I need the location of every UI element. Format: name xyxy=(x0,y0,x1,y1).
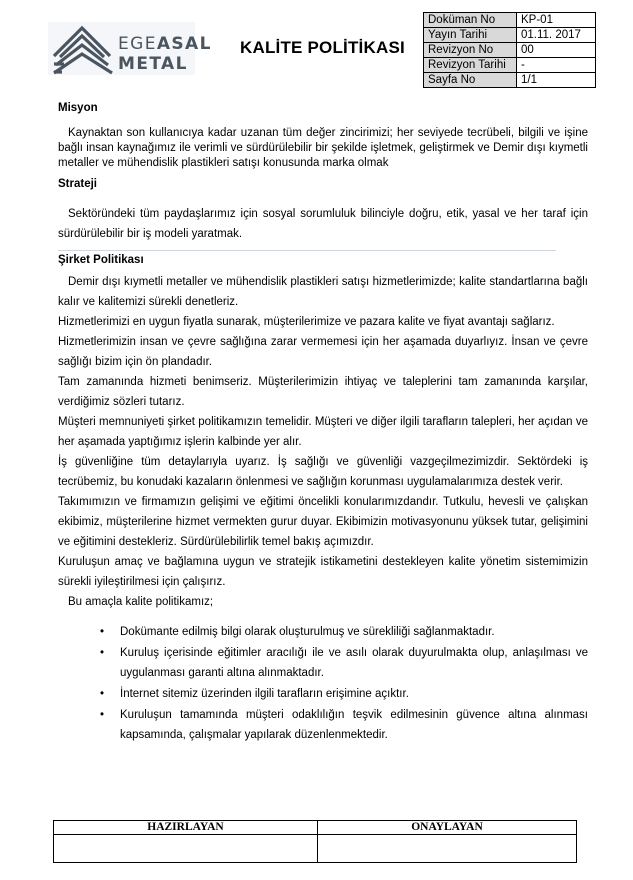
logo-wordmark-line1 xyxy=(118,36,212,53)
policy-paragraph: İş güvenliğine tüm detaylarıyla uyarız. İş sağlığı ve güvenliği vazgeçilmezimizdir. Sektördeki iş tecrübemiz, bu konudaki kazaların önlenmesi ve sağlığın korunması uygulamalarımıza destek verir. xyxy=(58,456,588,488)
list-item xyxy=(100,622,588,642)
company-logo xyxy=(48,22,212,75)
list-item-text: Kuruluşun tamamında müşteri odaklılığın teşvik edilmesinin güvence altına alınması kapsamında, çalışmalar yapılarak düzenlenmektedir. xyxy=(120,709,588,741)
info-key: Sayfa No xyxy=(424,73,517,88)
approved-by-header: ONAYLAYAN xyxy=(318,821,577,835)
policy-paragraph: Takımımızın ve firmamızın gelişimi ve eğitimi öncelikli konularımızdandır. Tutkulu, hevesli ve çalışkan ekibimiz, müşterilerine hizmet vermekten gurur duyar. Ekibimizin motivasyonunu yüksek tutar, gelişimini ve eğitimini destekleriz. Sürdürülebilirlik temel bakış açımızdır. xyxy=(58,496,588,548)
policy-paragraph: Müşteri memnuniyeti şirket politikamızın temelidir. Müşteri ve diğer ilgili tarafların talepleri, her açıdan ve her aşamada yaptığımız işlerin kalbinde yer alır. xyxy=(58,416,588,448)
info-row xyxy=(424,43,596,58)
info-value: KP-01 xyxy=(517,13,596,28)
list-item xyxy=(100,684,588,704)
signature-row xyxy=(54,835,577,863)
info-key: Yayın Tarihi xyxy=(424,28,517,43)
approved-by-signature-cell[interactable] xyxy=(318,835,577,863)
document-info-table xyxy=(423,12,596,88)
policy-paragraph: Kuruluşun amaç ve bağlamına uygun ve stratejik istikametini destekleyen kalite yönetim sistemimizin sürekli iyileştirilmesi için çalışırız. xyxy=(58,556,588,588)
policy-paragraph: Hizmetlerimizin insan ve çevre sağlığına zarar vermemesi için her aşamada duyarlıyız. İnsan ve çevre sağlığı bizim için ön plandadır. xyxy=(58,336,588,368)
policy-paragraph: Hizmetlerimizi en uygun fiyatla sunarak, müşterilerimize ve pazara kalite ve fiyat avantajı sağlarız. xyxy=(58,316,555,328)
policy-paragraph: Demir dışı kıymetli metaller ve mühendislik plastikleri satışı hizmetlerimizde; kalite standartlarına bağlı kalır ve kalitemizi sürekli denetleriz. xyxy=(58,276,588,308)
info-value: - xyxy=(517,58,596,73)
policy-intro: Bu amaçla kalite politikamız; xyxy=(68,596,214,608)
info-row xyxy=(424,73,596,88)
list-item-text: Kuruluş içerisinde eğitimler aracılığı ile ve asılı olarak duyurulmakta olup, anlaşılması ve uygulanması garanti altına alınmaktadır. xyxy=(120,647,588,679)
bullet-icon: • xyxy=(100,647,105,659)
logo-asal-text: ASAL xyxy=(156,34,212,54)
bullet-icon: • xyxy=(100,709,105,721)
mission-heading: Misyon xyxy=(58,102,98,114)
bullet-icon: • xyxy=(100,688,105,700)
document-title: KALİTE POLİTİKASI xyxy=(240,38,405,57)
strategy-heading: Strateji xyxy=(58,178,97,190)
list-item-text: İnternet sitemiz üzerinden ilgili tarafların erişimine açıktır. xyxy=(120,688,409,700)
info-value: 01.11. 2017 xyxy=(517,28,596,43)
policy-bullet-list xyxy=(100,622,588,746)
section-divider xyxy=(58,250,556,251)
signature-table xyxy=(53,820,577,863)
logo-ege-text: EGE xyxy=(118,34,157,54)
info-row xyxy=(424,28,596,43)
list-item xyxy=(100,643,588,683)
logo-metal-text: METAL xyxy=(118,54,188,74)
policy-heading: Şirket Politikası xyxy=(58,254,144,266)
info-key: Revizyon Tarihi xyxy=(424,58,517,73)
mission-text: Kaynaktan son kullanıcıya kadar uzanan tüm değer zincirimizi; her seviyede tecrübeli, bilgili ve işine bağlı insan kaynağımız ile verimli ve sürdürülebilir bir şekilde işletmek, geliştirmek ve Demir dışı kıymetli metaller ve mühendislik plastikleri satışı konusunda marka olmak xyxy=(58,127,588,169)
info-key: Doküman No xyxy=(424,13,517,28)
info-value: 1/1 xyxy=(517,73,596,88)
policy-paragraph: Tam zamanında hizmeti benimseriz. Müşterilerimizin ihtiyaç ve taleplerini tam zamanında karşılar, verdiğimiz sözleri tutarız. xyxy=(58,376,588,408)
info-key: Revizyon No xyxy=(424,43,517,58)
prepared-by-signature-cell[interactable] xyxy=(54,835,318,863)
list-item-text: Dokümante edilmiş bilgi olarak oluşturulmuş ve sürekliliği sağlanmaktadır. xyxy=(120,626,495,638)
info-row xyxy=(424,58,596,73)
prepared-by-header: HAZIRLAYAN xyxy=(54,821,318,835)
info-row xyxy=(424,13,596,28)
signature-header-row xyxy=(54,821,577,835)
info-value: 00 xyxy=(517,43,596,58)
strategy-text: Sektöründeki tüm paydaşlarımız için sosyal sorumluluk bilinciyle doğru, etik, yasal ve her taraf için sürdürülebilir bir iş modeli yaratmak. xyxy=(58,208,588,240)
bullet-icon: • xyxy=(100,626,105,638)
mountain-logo-icon xyxy=(50,23,116,75)
list-item xyxy=(100,705,588,745)
